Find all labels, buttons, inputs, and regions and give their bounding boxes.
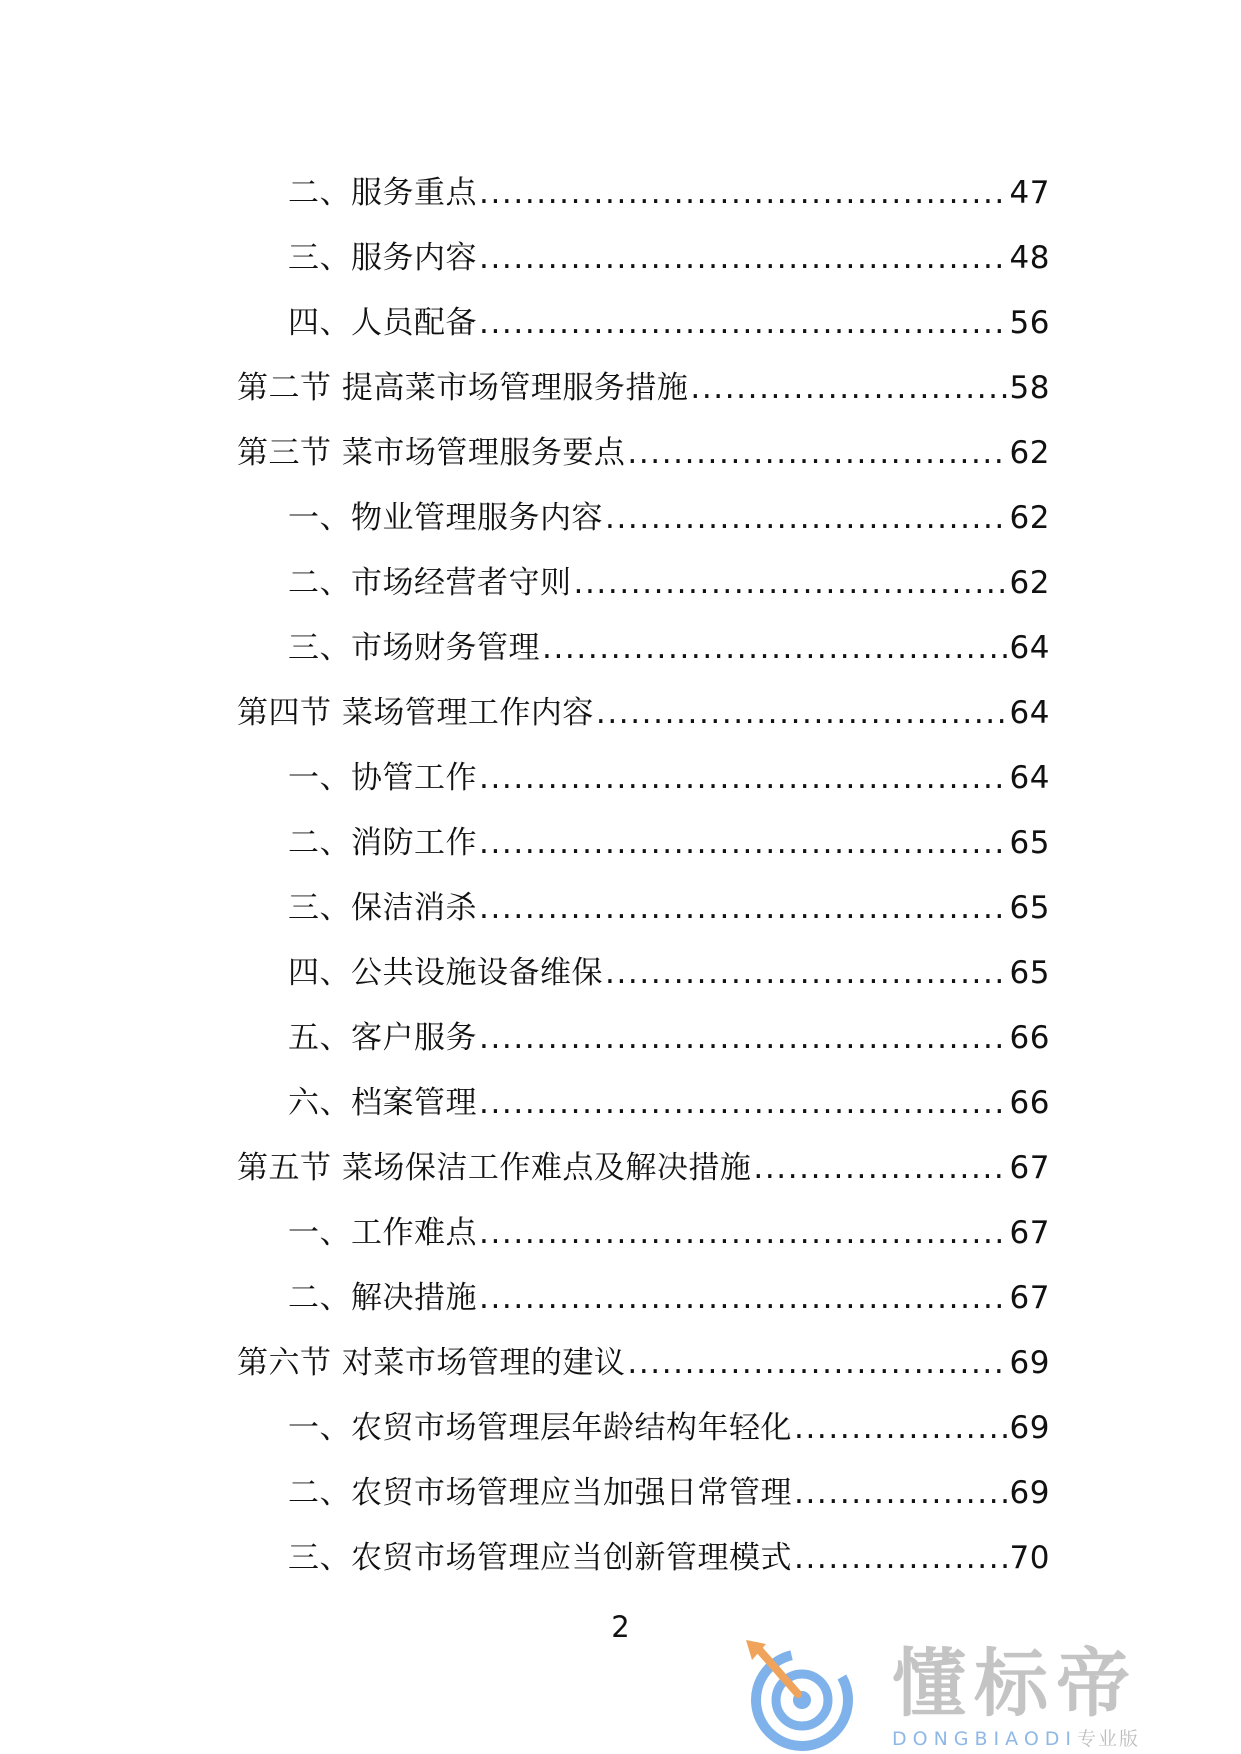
toc-entry-page: 66 [1009, 1084, 1050, 1121]
toc-dot-leader [794, 1408, 1008, 1448]
toc-entry-page: 67 [1009, 1279, 1050, 1316]
toc-entry-page: 58 [1009, 369, 1050, 406]
toc-section-entry[interactable] [237, 680, 1050, 745]
toc-entry-title: 第四节 菜场管理工作内容 [237, 694, 594, 731]
toc-dot-leader [479, 758, 1008, 798]
toc-dot-leader [479, 238, 1008, 278]
toc-dot-leader [794, 1473, 1008, 1513]
toc-dot-leader [479, 1213, 1008, 1253]
toc-entry-title: 二、市场经营者守则 [288, 564, 572, 601]
toc-subsection-entry[interactable] [237, 940, 1050, 1005]
toc-subsection-entry[interactable] [237, 1525, 1050, 1590]
toc-subsection-entry[interactable] [237, 1200, 1050, 1265]
table-of-contents [237, 160, 1050, 1590]
watermark-brand: 懂标帝 [892, 1641, 1138, 1727]
toc-entry-page: 62 [1009, 564, 1050, 601]
toc-section-entry[interactable] [237, 1330, 1050, 1395]
toc-entry-title: 二、消防工作 [288, 824, 477, 861]
toc-subsection-entry[interactable] [237, 290, 1050, 355]
toc-section-entry[interactable] [237, 1135, 1050, 1200]
toc-dot-leader [627, 1343, 1007, 1383]
toc-entry-page: 69 [1009, 1409, 1050, 1446]
toc-entry-page: 64 [1009, 759, 1050, 796]
toc-entry-title: 三、市场财务管理 [288, 629, 540, 666]
toc-dot-leader [605, 498, 1008, 538]
toc-entry-page: 56 [1009, 304, 1050, 341]
toc-subsection-entry[interactable] [237, 550, 1050, 615]
toc-dot-leader [753, 1148, 1007, 1188]
watermark-latin: DONGBIAODI [892, 1728, 1078, 1750]
target-arrow-icon [740, 1638, 860, 1754]
toc-entry-title: 一、农贸市场管理层年龄结构年轻化 [288, 1409, 792, 1446]
toc-entry-page: 64 [1009, 694, 1050, 731]
toc-entry-title: 一、协管工作 [288, 759, 477, 796]
toc-entry-page: 69 [1009, 1344, 1050, 1381]
toc-subsection-entry[interactable] [237, 225, 1050, 290]
toc-subsection-entry[interactable] [237, 160, 1050, 225]
toc-entry-page: 65 [1009, 889, 1050, 926]
toc-entry-page: 70 [1009, 1539, 1050, 1576]
toc-entry-title: 六、档案管理 [288, 1084, 477, 1121]
toc-entry-page: 65 [1009, 954, 1050, 991]
toc-section-entry[interactable] [237, 355, 1050, 420]
toc-entry-title: 一、工作难点 [288, 1214, 477, 1251]
toc-dot-leader [479, 1018, 1008, 1058]
toc-entry-title: 二、解决措施 [288, 1279, 477, 1316]
toc-dot-leader [605, 953, 1008, 993]
toc-entry-title: 二、服务重点 [288, 174, 477, 211]
watermark [740, 1638, 1220, 1754]
toc-entry-page: 66 [1009, 1019, 1050, 1056]
toc-entry-page: 65 [1009, 824, 1050, 861]
page-number: 2 [611, 1610, 630, 1644]
toc-dot-leader [479, 173, 1008, 213]
toc-entry-page: 67 [1009, 1214, 1050, 1251]
watermark-edition: 专业版 [1077, 1728, 1141, 1750]
toc-entry-page: 62 [1009, 434, 1050, 471]
toc-dot-leader [479, 1083, 1008, 1123]
toc-dot-leader [596, 693, 1008, 733]
toc-entry-page: 64 [1009, 629, 1050, 666]
toc-subsection-entry[interactable] [237, 1005, 1050, 1070]
toc-entry-page: 69 [1009, 1474, 1050, 1511]
toc-subsection-entry[interactable] [237, 810, 1050, 875]
toc-entry-title: 四、公共设施设备维保 [288, 954, 603, 991]
toc-entry-title: 三、服务内容 [288, 239, 477, 276]
toc-entry-title: 四、人员配备 [288, 304, 477, 341]
toc-entry-page: 67 [1009, 1149, 1050, 1186]
toc-subsection-entry[interactable] [237, 1070, 1050, 1135]
toc-dot-leader [574, 563, 1008, 603]
toc-dot-leader [479, 888, 1008, 928]
toc-entry-title: 五、客户服务 [288, 1019, 477, 1056]
toc-dot-leader [479, 823, 1008, 863]
toc-entry-title: 三、保洁消杀 [288, 889, 477, 926]
toc-entry-title: 第二节 提高菜市场管理服务措施 [237, 369, 689, 406]
toc-subsection-entry[interactable] [237, 1395, 1050, 1460]
toc-subsection-entry[interactable] [237, 875, 1050, 940]
toc-dot-leader [794, 1538, 1008, 1578]
toc-subsection-entry[interactable] [237, 745, 1050, 810]
toc-subsection-entry[interactable] [237, 1265, 1050, 1330]
toc-subsection-entry[interactable] [237, 485, 1050, 550]
toc-entry-title: 一、物业管理服务内容 [288, 499, 603, 536]
toc-entry-page: 47 [1009, 174, 1050, 211]
toc-dot-leader [690, 368, 1007, 408]
toc-subsection-entry[interactable] [237, 1460, 1050, 1525]
toc-subsection-entry[interactable] [237, 615, 1050, 680]
toc-entry-title: 第六节 对菜市场管理的建议 [237, 1344, 626, 1381]
toc-section-entry[interactable] [237, 420, 1050, 485]
watermark-subtitle [892, 1728, 1140, 1750]
toc-dot-leader [627, 433, 1007, 473]
toc-entry-title: 第五节 菜场保洁工作难点及解决措施 [237, 1149, 752, 1186]
toc-entry-title: 二、农贸市场管理应当加强日常管理 [288, 1474, 792, 1511]
toc-entry-title: 三、农贸市场管理应当创新管理模式 [288, 1539, 792, 1576]
toc-dot-leader [542, 628, 1008, 668]
toc-dot-leader [479, 1278, 1008, 1318]
toc-entry-page: 62 [1009, 499, 1050, 536]
toc-entry-page: 48 [1009, 239, 1050, 276]
toc-entry-title: 第三节 菜市场管理服务要点 [237, 434, 626, 471]
toc-dot-leader [479, 303, 1008, 343]
